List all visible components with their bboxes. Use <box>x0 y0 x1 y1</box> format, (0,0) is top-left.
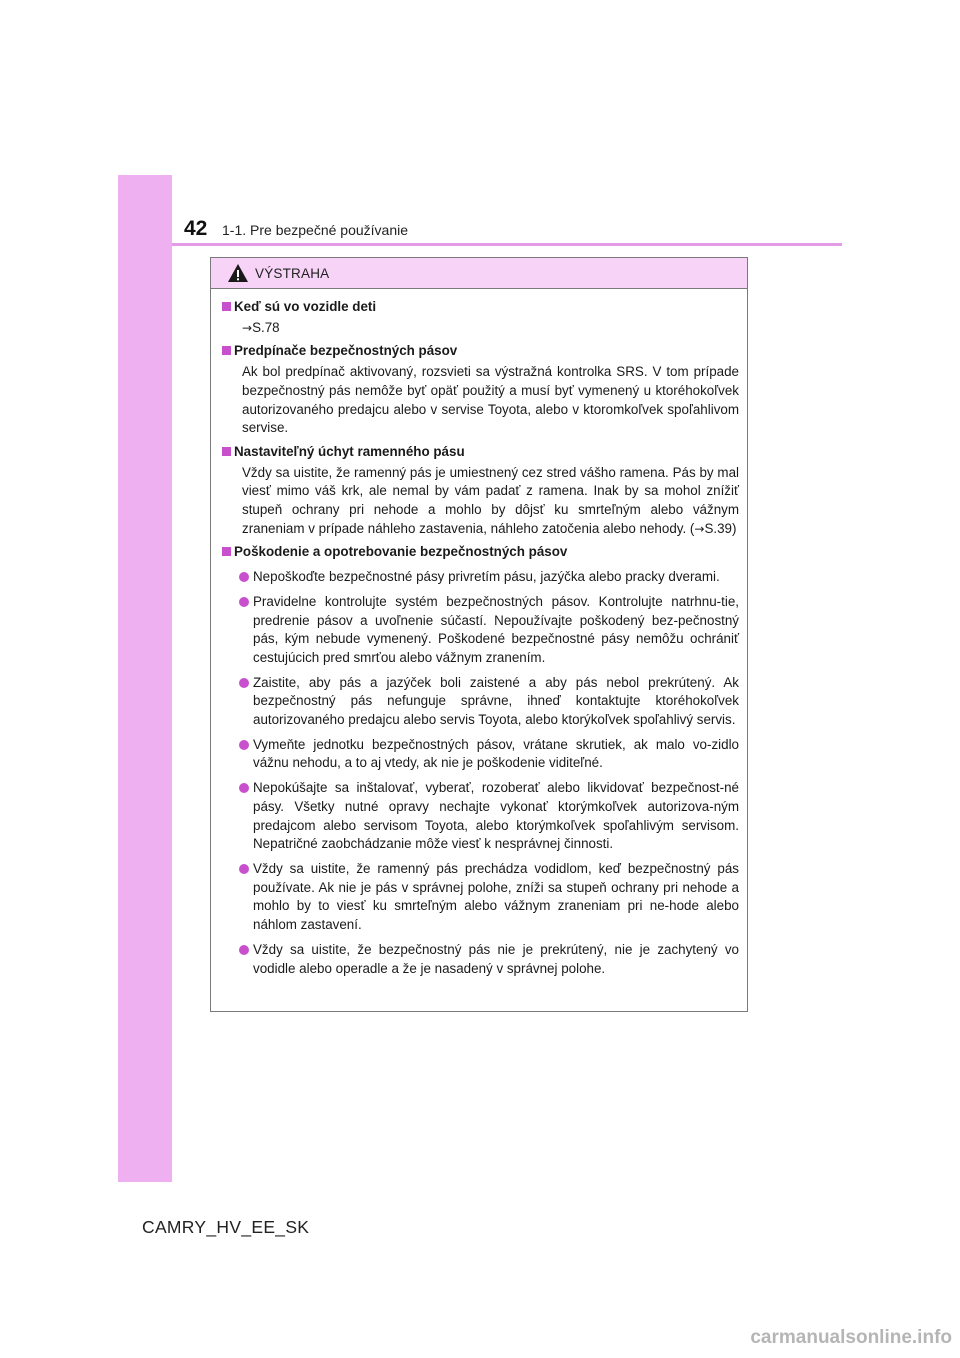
round-bullet-icon <box>239 783 249 793</box>
square-bullet-icon <box>222 302 231 311</box>
square-bullet-icon <box>222 547 231 556</box>
document-code: CAMRY_HV_EE_SK <box>142 1217 310 1237</box>
list-item-text: Nepoškoďte bezpečnostné pásy privretím pásu, jazýčka alebo pracky dverami. <box>253 569 720 585</box>
arrow-right-icon: → <box>694 521 705 536</box>
list-item-text: Pravidelne kontrolujte systém bezpečnostných pásov. Kontrolujte natrhnu-tie, predrenie pásov a uvoľnenie súčastí. Nepoužívajte poškodený bez-pečnostný pás, kým nebude vymenený. Poškodené bezpečnostné pásy nemôžu ochrániť cestujúcich pred smrťou alebo vážnym zranením. <box>253 593 739 665</box>
watermark: carmanualsonline.info <box>750 1327 952 1348</box>
section-title: 1-1. Pre bezpečné používanie <box>222 222 409 238</box>
round-bullet-icon <box>239 597 249 607</box>
warning-header <box>211 258 747 289</box>
side-band <box>118 175 172 1182</box>
section-heading <box>222 298 739 317</box>
round-bullet-icon <box>239 572 249 582</box>
paragraph: Ak bol predpínač aktivovaný, rozsvieti sa výstražná kontrolka SRS. V tom prípade bezpečnostný pás nemôže byť opäť použitý a musí byť vymenený u ktoréhokoľvek autorizovaného predajcu alebo v servise Toyota, alebo v ktoromkoľvek spoľahlivom servise. <box>242 364 739 436</box>
list-item <box>222 674 739 730</box>
list-item-text: Vymeňte jednotku bezpečnostných pásov, vrátane skrutiek, ak malo vo-zidlo vážnu nehodu, a to aj vtedy, ak nie je poškodenie viditeľné. <box>253 736 739 771</box>
heading-text: Predpínače bezpečnostných pásov <box>234 343 458 359</box>
square-bullet-icon <box>222 447 231 456</box>
cross-reference[interactable] <box>222 319 739 338</box>
round-bullet-icon <box>239 945 249 955</box>
ref-text: S.78 <box>252 319 280 335</box>
list-item-text: Vždy sa uistite, že ramenný pás prechádza vodidlom, keď bezpečnostný pás používate. Ak nie je pás v správnej polohe, zníži sa stupeň ochrany pri nehode a mohlo by to viesť ku smrteľným alebo vážnym zraneniam pri ne-hode alebo náhlom zastavení. <box>253 860 739 933</box>
section-heading <box>222 342 739 361</box>
heading-text: Nastaviteľný úchyt ramenného pásu <box>234 443 465 459</box>
list-item-text: Nepokúšajte sa inštalovať, vyberať, rozoberať alebo likvidovať bezpečnost-né pásy. Všetky nutné opravy nechajte vykonať ktorýmkoľvek autorizova-ným predajcom alebo servisom Toyota, alebo ktorýmkoľvek spoľahlivým servisom. Nepatričné zaobchádzanie môže viesť k nesprávnej činnosti. <box>253 780 739 852</box>
heading-text: Poškodenie a opotrebovanie bezpečnostných pásov <box>234 544 568 560</box>
round-bullet-icon <box>239 678 249 688</box>
round-bullet-icon <box>239 740 249 750</box>
round-bullet-icon <box>239 864 249 874</box>
warning-triangle-icon <box>227 263 249 283</box>
cross-reference[interactable] <box>694 521 732 536</box>
square-bullet-icon <box>222 346 231 355</box>
heading-text: Keď sú vo vozidle deti <box>234 299 377 314</box>
list-item-text: Vždy sa uistite, že bezpečnostný pás nie je prekrútený, nie je zachytený vo vodidle alebo operadle a že je nasadený v správnej polohe. <box>253 941 739 976</box>
warning-body <box>211 289 747 978</box>
list-item <box>222 941 739 978</box>
list-item <box>222 860 739 935</box>
ref-text: S.39 <box>704 520 732 536</box>
warning-title: VÝSTRAHA <box>255 265 330 281</box>
list-item <box>222 736 739 773</box>
paragraph-text: ) <box>731 520 737 536</box>
paragraph <box>222 464 739 539</box>
list-item <box>222 568 739 587</box>
page-number: 42 <box>184 217 208 240</box>
section-heading <box>222 543 739 562</box>
header-rule <box>172 243 842 246</box>
list-item <box>222 779 739 854</box>
arrow-right-icon: → <box>242 320 253 335</box>
warning-box <box>210 257 748 1012</box>
section-heading <box>222 443 739 462</box>
list-item-text: Zaistite, aby pás a jazýček boli zaistené a aby pás nebol prekrútený. Ak bezpečnostný pás nefunguje správne, ihneď kontaktujte ktoréhokoľvek autorizovaného predajcu alebo servis Toyota, alebo ktorýkoľvek spoľahlivý servis. <box>253 674 739 728</box>
paragraph-text: Vždy sa uistite, že ramenný pás je umiestnený cez stred vášho ramena. Pás by mal viesť mimo váš krk, ale nemal by vám padať z ramena. Inak by sa mohol znížiť stupeň ochrany pri nehode a mohlo by dôjsť ku smrteľným alebo vážnym zraneniam v prípade náhleho zastavenia, náhleho zatočenia alebo nehody. ( <box>242 464 739 536</box>
list-item <box>222 593 739 668</box>
